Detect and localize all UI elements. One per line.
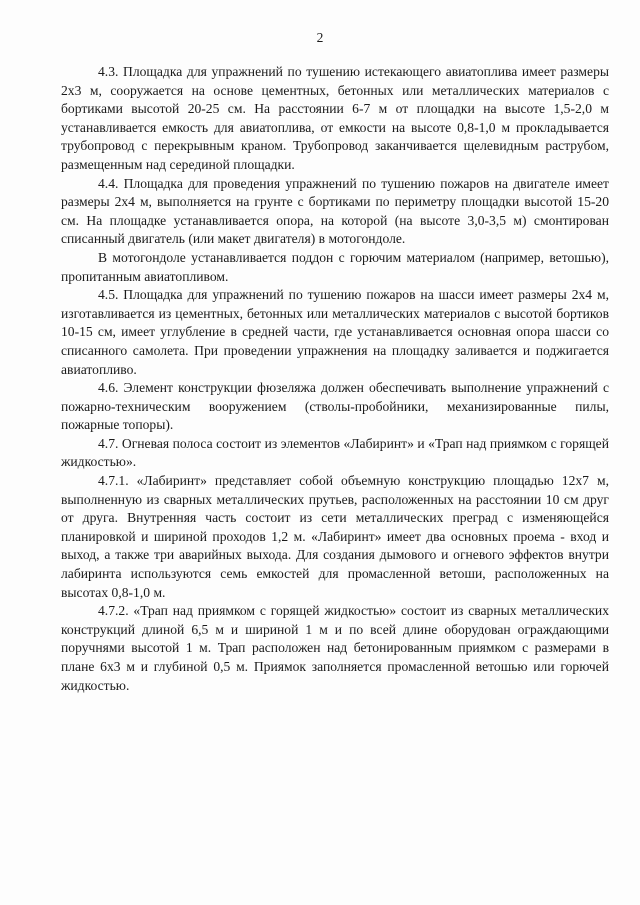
- page-number: 2: [316, 30, 324, 45]
- paragraph-4-3: 4.3. Площадка для упражнений по тушению истекающего авиатоплива имеет размеры 2х3 м, сооружается на основе цементных, бетонных или металлических материалов с бортиками высотой 20-25 см. На расстоянии 6-7 м от площадки на высоте 1,5-2,0 м устанавливается емкость для авиатоплива, от емкости на высоте 0,8-1,0 м прокладывается трубопровод с перекрывным краном. Трубопровод заканчивается щелевидным раструбом, размещенным над серединой площадки.: [61, 64, 609, 172]
- paragraph-4-7-2: 4.7.2. «Трап над приямком с горящей жидкостью» состоит из сварных металлических конструкций длиной 6,5 м и шириной 1 м и по всей длине оборудован ограждающими поручнями высотой 1 м. Трап расположен над бетонированным приямком с размерами в плане 6х3 м и глубиной 0,5 м. Приямок заполняется промасленной ветошью или горючей жидкостью.: [61, 603, 609, 693]
- paragraph-4-4-continuation: В мотогондоле устанавливается поддон с горючим материалом (например, ветошью), пропитанным авиатопливом.: [61, 249, 609, 284]
- paragraph-4-7: 4.7. Огневая полоса состоит из элементов «Лабиринт» и «Трап над приямком с горящей жидкостью».: [61, 435, 609, 470]
- paragraph-4-4: 4.4. Площадка для проведения упражнений по тушению пожаров на двигателе имеет размеры 2х4 м, выполняется на грунте с бортиками по периметру площадки высотой 15-20 см. На площадке устанавливается опора, на которой (на высоте 3,0-3,5 м) смонтирован списанный двигатель (или макет двигателя) в мотогондоле.: [61, 175, 609, 247]
- paragraph-4-7-1: 4.7.1. «Лабиринт» представляет собой объемную конструкцию площадью 12х7 м, выполненную из сварных металлических прутьев, расположенных на расстоянии 10 см друг от друга. Внутренняя часть состоит из сети металлических преград с изменяющейся планировкой и шириной проходов 1,2 м. «Лабиринт» имеет два основных проема - вход и выход, а также три аварийных выхода. Для создания дымового и огневого эффектов внутри лабиринта используются семь емкостей для промасленной ветоши, расположенных на высотах 0,8-1,0 м.: [61, 473, 609, 600]
- document-body: [61, 63, 609, 695]
- paragraph-4-5: 4.5. Площадка для упражнений по тушению пожаров на шасси имеет размеры 2х4 м, изготавливается из цементных, бетонных или металлических материалов с высотой бортиков 10-15 см, имеет углубление в средней части, где устанавливается основная опора шасси со списанного самолета. При проведении упражнения на площадку заливается и поджигается авиатопливо.: [61, 287, 609, 377]
- paragraph-4-6: 4.6. Элемент конструкции фюзеляжа должен обеспечивать выполнение упражнений с пожарно-техническим вооружением (стволы-пробойники, механизированные пилы, пожарные топоры).: [61, 380, 609, 433]
